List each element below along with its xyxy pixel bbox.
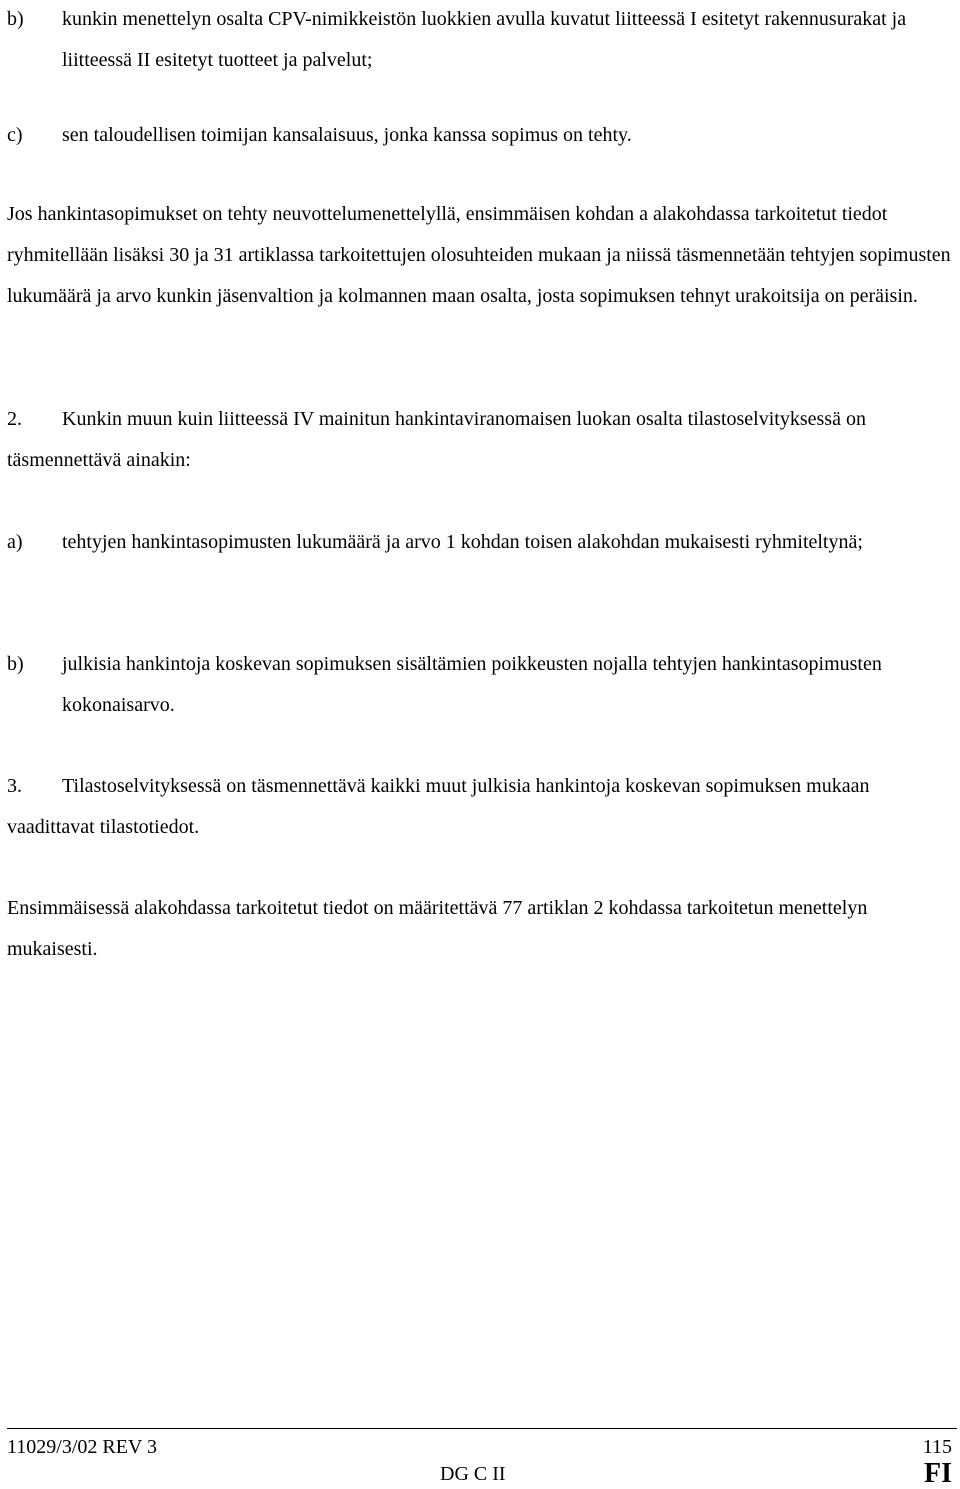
list-item-label: b) xyxy=(7,653,24,675)
list-item-b-2 xyxy=(7,644,952,726)
list-item-text: julkisia hankintoja koskevan sopimuksen sisältämien poikkeusten nojalla tehtyjen hankintasopimusten kokonaisarvo. xyxy=(62,653,882,716)
list-item-b xyxy=(7,0,952,81)
section-text: Kunkin muun kuin liitteessä IV mainitun hankintaviranomaisen luokan osalta tilastoselvityksessä on täsmennettävä ainakin: xyxy=(7,408,866,471)
footer-directorate: DG C II xyxy=(440,1463,506,1485)
section-number: 3. xyxy=(7,775,22,797)
footer-document-reference: 11029/3/02 REV 3 xyxy=(7,1436,158,1458)
paragraph-negotiated-procedure: Jos hankintasopimukset on tehty neuvottelumenettelyllä, ensimmäisen kohdan a alakohdassa tarkoitetut tiedot ryhmitellään lisäksi 30 ja 31 artiklassa tarkoitettujen olosuhteiden mukaan ja niissä täsmennetään tehtyjen sopimusten lukumäärä ja arvo kunkin jäsenvaltion ja kolmannen maan osalta, josta sopimuksen tehnyt urakoitsija on peräisin. xyxy=(7,203,951,307)
footer-page-number: 115 xyxy=(922,1436,952,1458)
list-item-c xyxy=(7,115,952,156)
section-2-paragraph xyxy=(7,399,952,481)
list-item-text: kunkin menettelyn osalta CPV-nimikkeistön luokkien avulla kuvatut liitteessä I esitetyt rakennusurakat ja liitteessä II esitetyt tuotteet ja palvelut; xyxy=(62,8,907,71)
list-item-text: tehtyjen hankintasopimusten lukumäärä ja arvo 1 kohdan toisen alakohdan mukaisesti ryhmiteltynä; xyxy=(62,531,863,553)
footer-divider xyxy=(7,1428,957,1429)
list-item-label: a) xyxy=(7,531,23,553)
paragraph-first-subparagraph: Ensimmäisessä alakohdassa tarkoitetut tiedot on määritettävä 77 artiklan 2 kohdassa tarkoitetun menettelyn mukaisesti. xyxy=(7,897,868,960)
list-item-label: b) xyxy=(7,8,24,30)
footer-language-code: FI xyxy=(924,1458,952,1489)
section-3-paragraph xyxy=(7,766,952,848)
list-item-label: c) xyxy=(7,124,23,146)
section-text: Tilastoselvityksessä on täsmennettävä kaikki muut julkisia hankintoja koskevan sopimuksen mukaan vaadittavat tilastotiedot. xyxy=(7,775,870,838)
section-number: 2. xyxy=(7,408,22,430)
list-item-a xyxy=(7,522,952,563)
list-item-text: sen taloudellisen toimijan kansalaisuus, jonka kanssa sopimus on tehty. xyxy=(62,124,632,146)
